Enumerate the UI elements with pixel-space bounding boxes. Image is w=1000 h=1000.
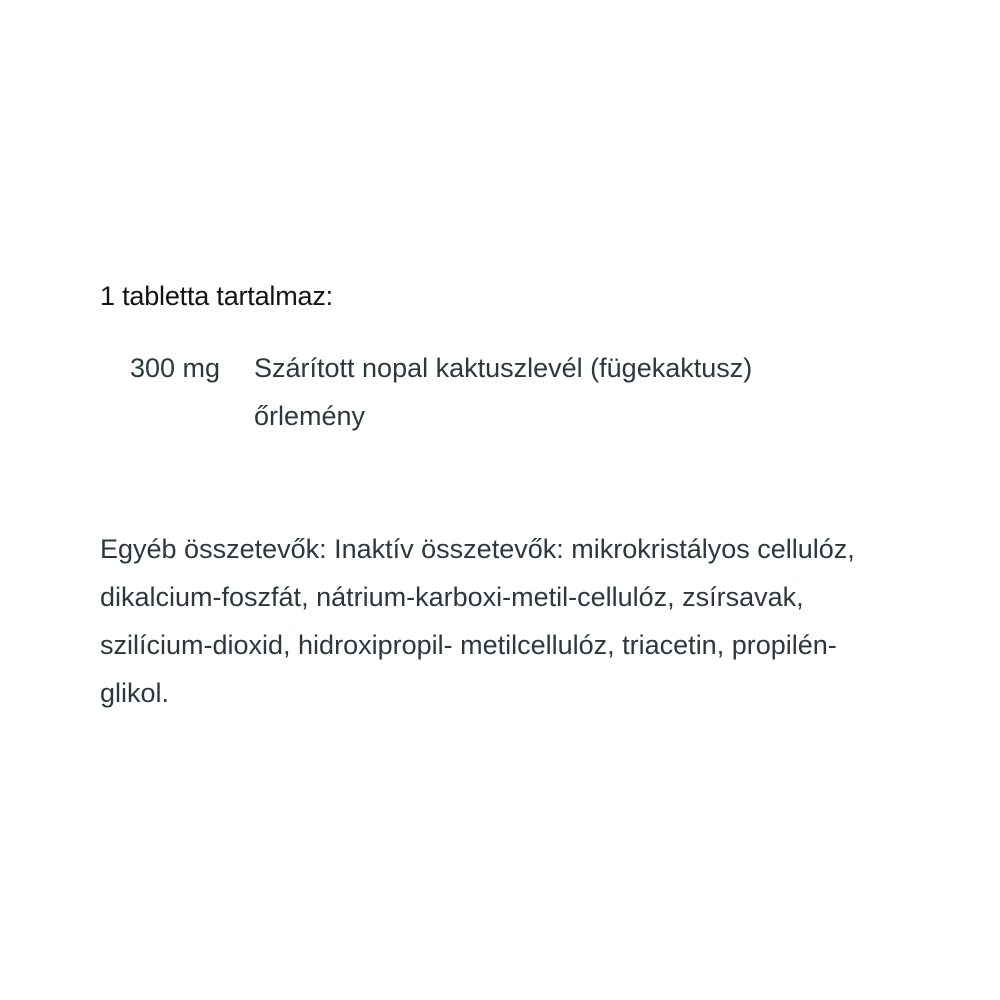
ingredient-amount: 300 mg bbox=[130, 353, 221, 383]
other-ingredients-text: Egyéb összetevők: Inaktív összetevők: mikrokristályos cellulóz, dikalcium-foszfát, nátrium-karboxi-metil-cellulóz, zsírsavak, szilícium-dioxid, hidroxipropil- metilcellulóz, triacetin, propilén-glikol. bbox=[100, 534, 855, 708]
supplement-facts bbox=[100, 276, 920, 717]
serving-heading: 1 tabletta tartalmaz: bbox=[100, 281, 333, 311]
ingredient-row bbox=[100, 344, 920, 440]
ingredient-name: Szárított nopal kaktuszlevél (fügekaktusz) őrlemény bbox=[254, 353, 753, 431]
